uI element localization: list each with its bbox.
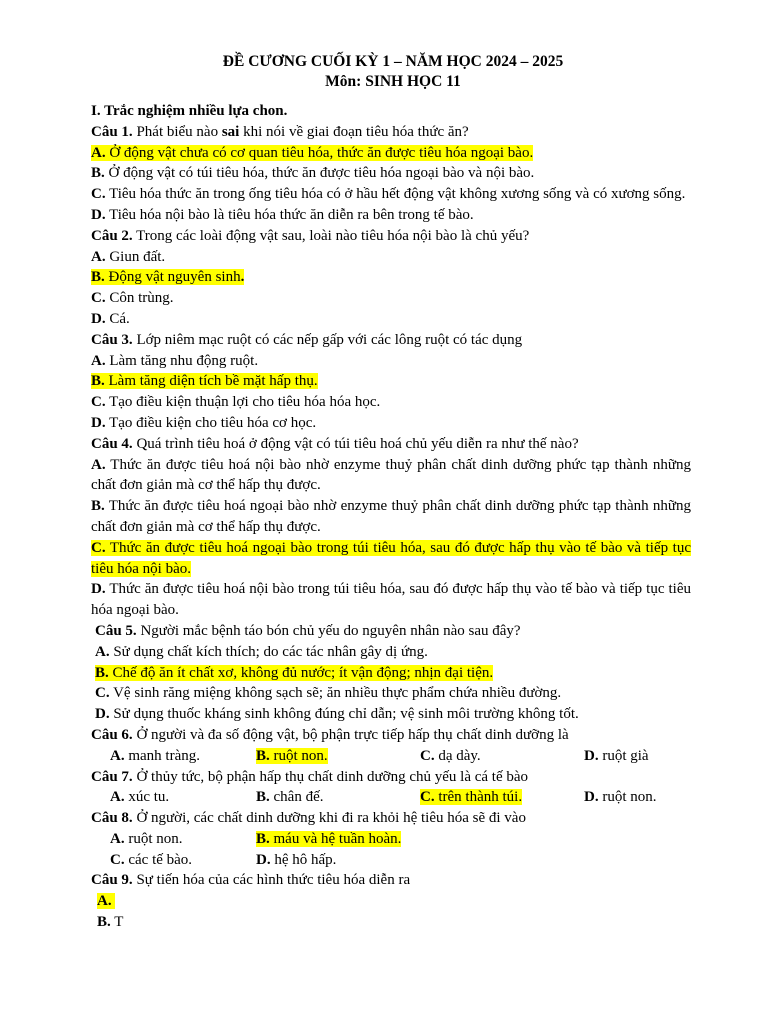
answer-3c xyxy=(91,392,691,413)
answer-2b xyxy=(91,267,691,288)
answer-label: C. xyxy=(420,747,435,764)
answer-5a xyxy=(91,642,691,663)
answer-text: Làm tăng diện tích bề mặt hấp thụ. xyxy=(104,373,318,390)
answer-8c xyxy=(91,850,256,871)
question-text: Ở thủy tức, bộ phận hấp thụ chất dinh dưỡng chủ yếu là cá tế bào xyxy=(132,768,529,785)
answer-text: Thức ăn được tiêu hoá ngoại bào nhờ enzyme thuỷ phân chất dinh dưỡng phức tạp thành những chất đơn giản mà cơ thể hấp thụ được. xyxy=(91,498,691,535)
answer-label: C. xyxy=(110,851,125,868)
answer-label: A. xyxy=(110,789,125,806)
question-number: Câu 8. xyxy=(91,810,133,827)
answer-label: B. xyxy=(91,373,105,390)
highlighted-answer xyxy=(256,748,328,764)
question-2 xyxy=(91,226,691,247)
answer-text: Tiêu hóa thức ăn trong ống tiêu hóa có ở hầu hết động vật không xương sống và có xương sống. xyxy=(105,186,686,203)
answer-label: A. xyxy=(95,643,110,660)
answer-3a xyxy=(91,351,691,372)
answer-text: xúc tu. xyxy=(124,789,170,806)
answer-text: Vệ sinh răng miệng không sạch sẽ; ăn nhiều thực phẩm chứa nhiều đường. xyxy=(109,685,562,702)
answer-label: B. xyxy=(256,789,270,806)
highlighted-answer xyxy=(91,145,533,161)
answer-label: D. xyxy=(91,414,106,431)
answer-8b xyxy=(256,829,586,850)
answer-5b xyxy=(91,663,691,684)
answer-1b xyxy=(91,163,691,184)
answer-2c xyxy=(91,288,691,309)
answer-label: C. xyxy=(91,539,106,556)
answer-text: ruột non. xyxy=(269,747,328,764)
section-heading: I. Trắc nghiệm nhiều lựa chon. xyxy=(91,103,288,119)
answer-label: D. xyxy=(91,310,106,327)
answer-6b xyxy=(256,746,420,767)
answer-4a xyxy=(91,455,691,497)
answer-text: Sử dụng thuốc kháng sinh không đúng chỉ dẫn; vệ sinh môi trường không tốt. xyxy=(109,706,579,723)
question-number: Câu 2. xyxy=(91,227,133,244)
answer-label: A. xyxy=(110,747,125,764)
answer-text: các tế bào. xyxy=(124,851,193,868)
answer-label: A. xyxy=(91,456,106,473)
question-text: Lớp niêm mạc ruột có các nếp gấp với các lông ruột có tác dụng xyxy=(132,331,523,348)
answer-3b xyxy=(91,371,691,392)
answer-text: máu và hệ tuần hoàn. xyxy=(269,830,402,847)
answer-label: D. xyxy=(91,206,106,223)
answer-6d xyxy=(584,746,684,767)
answer-text: Tiêu hóa nội bào là tiêu hóa thức ăn diễn ra bên trong tế bào. xyxy=(105,206,474,223)
answer-label: B. xyxy=(91,498,105,515)
answer-text: Động vật nguyên sinh xyxy=(104,269,241,286)
answer-1d xyxy=(91,205,691,226)
document-title: ĐỀ CƯƠNG CUỐI KỲ 1 – NĂM HỌC 2024 – 2025 xyxy=(222,53,564,70)
answer-row-7 xyxy=(91,787,691,808)
question-number: Câu 4. xyxy=(91,435,133,452)
answer-4b xyxy=(91,496,691,538)
answer-4c xyxy=(91,538,691,580)
answer-row-6 xyxy=(91,746,691,767)
answer-text: Giun đất. xyxy=(105,248,166,265)
question-1 xyxy=(91,122,691,143)
answer-label: A. xyxy=(91,352,106,369)
answer-label: A. xyxy=(110,830,125,847)
answer-label: D. xyxy=(584,747,599,764)
answer-1a xyxy=(91,143,691,164)
question-text: Quá trình tiêu hoá ở động vật có túi tiêu hoá chủ yếu diễn ra như thế nào? xyxy=(132,435,579,452)
answer-text: hệ hô hấp. xyxy=(270,851,337,868)
highlighted-answer xyxy=(256,831,401,847)
answer-9a xyxy=(91,891,691,912)
answer-text: Chế độ ăn ít chất xơ, không đủ nước; ít vận động; nhịn đại tiện. xyxy=(108,664,494,681)
answer-label: D. xyxy=(584,789,599,806)
answer-8a xyxy=(91,829,256,850)
question-7 xyxy=(91,767,691,788)
question-number: Câu 3. xyxy=(91,331,133,348)
question-text: Ở người, các chất dinh dưỡng khi đi ra khỏi hệ tiêu hóa sẽ đi vào xyxy=(132,810,526,827)
highlighted-answer xyxy=(91,540,691,577)
answer-text: Làm tăng nhu động ruột. xyxy=(105,352,259,369)
answer-text: Thức ăn được tiêu hoá ngoại bào trong túi tiêu hóa, sau đó được hấp thụ vào tế bào và tiếp tục tiêu hóa nội bào. xyxy=(91,539,691,577)
answer-label: D. xyxy=(256,851,271,868)
question-text: khi nói về giai đoạn tiêu hóa thức ăn? xyxy=(239,123,469,140)
highlighted-answer xyxy=(95,665,493,681)
answer-1c xyxy=(91,184,691,205)
highlighted-answer xyxy=(91,373,318,389)
answer-label: B. xyxy=(256,830,270,847)
answer-label: B. xyxy=(95,664,109,681)
answer-row-8b xyxy=(91,850,691,871)
answer-text: trên thành túi. xyxy=(434,789,523,806)
answer-label: C. xyxy=(91,186,106,203)
question-text: Ở người và đa số động vật, bộ phận trực tiếp hấp thụ chất dinh dưỡng là xyxy=(132,726,569,743)
question-text: Phát biểu nào xyxy=(132,123,222,140)
answer-label: C. xyxy=(420,789,435,806)
question-number: Câu 7. xyxy=(91,768,133,785)
answer-label: B. xyxy=(97,914,111,931)
question-text: Sự tiến hóa của các hình thức tiêu hóa diễn ra xyxy=(132,872,411,889)
highlighted-answer xyxy=(97,893,115,909)
answer-label: C. xyxy=(91,394,106,411)
answer-5d xyxy=(91,704,691,725)
answer-text: ruột non. xyxy=(124,830,183,847)
question-6 xyxy=(91,725,691,746)
document-body xyxy=(91,101,691,933)
answer-label: A. xyxy=(91,248,106,265)
answer-4d xyxy=(91,579,691,621)
answer-text: ruột già xyxy=(598,747,649,764)
question-5 xyxy=(91,621,691,642)
question-3 xyxy=(91,330,691,351)
answer-7b xyxy=(256,787,420,808)
answer-text: Thức ăn được tiêu hoá nội bào nhờ enzyme thuỷ phân chất dinh dưỡng phức tạp thành những chất đơn giản mà cơ thể hấp thụ được. xyxy=(91,456,691,494)
answer-text: dạ dày. xyxy=(434,747,481,764)
answer-label: B. xyxy=(91,165,105,182)
answer-2d xyxy=(91,309,691,330)
answer-text: Côn trùng. xyxy=(105,290,174,307)
answer-8d xyxy=(256,850,420,871)
answer-label: A. xyxy=(91,144,106,161)
question-emphasis: sai xyxy=(221,123,240,140)
answer-6a xyxy=(91,746,256,767)
answer-text: T xyxy=(110,914,124,931)
answer-text: Sử dụng chất kích thích; do các tác nhân gây dị ứng. xyxy=(109,643,428,660)
question-4 xyxy=(91,434,691,455)
answer-6c xyxy=(420,746,584,767)
answer-end: . xyxy=(240,269,245,286)
highlighted-answer xyxy=(91,269,244,285)
answer-9b xyxy=(91,912,691,933)
answer-2a xyxy=(91,247,691,268)
question-text: Trong các loài động vật sau, loài nào tiêu hóa nội bào là chủ yếu? xyxy=(132,227,530,244)
answer-label: D. xyxy=(91,581,106,598)
highlighted-answer xyxy=(420,789,522,805)
answer-text: manh tràng. xyxy=(124,747,200,764)
answer-text: Ở động vật chưa có cơ quan tiêu hóa, thức ăn được tiêu hóa ngoại bào. xyxy=(105,144,534,161)
answer-3d xyxy=(91,413,691,434)
answer-text: Tạo điều kiện cho tiêu hóa cơ học. xyxy=(105,414,317,431)
answer-7d xyxy=(584,787,684,808)
answer-label: B. xyxy=(256,747,270,764)
question-text: Người mắc bệnh táo bón chủ yếu do nguyên nhân nào sau đây? xyxy=(136,622,521,639)
answer-label: C. xyxy=(95,685,110,702)
question-number: Câu 5. xyxy=(95,622,137,639)
answer-label: B. xyxy=(91,269,105,286)
answer-text: Ở động vật có túi tiêu hóa, thức ăn được tiêu hóa ngoại bào và nội bào. xyxy=(104,165,535,182)
question-number: Câu 9. xyxy=(91,872,133,889)
answer-text: ruột non. xyxy=(598,789,657,806)
answer-text: Thức ăn được tiêu hoá nội bào trong túi tiêu hóa, sau đó được hấp thụ vào tế bào và tiếp tục tiêu hóa ngoại bào. xyxy=(91,581,691,619)
answer-text: Tạo điều kiện thuận lợi cho tiêu hóa hóa học. xyxy=(105,394,381,411)
answer-row-8a xyxy=(91,829,691,850)
document-subject: Môn: SINH HỌC 11 xyxy=(325,73,461,90)
answer-7c xyxy=(420,787,584,808)
question-8 xyxy=(91,808,691,829)
answer-text: chân đế. xyxy=(269,789,324,806)
question-number: Câu 1. xyxy=(91,123,133,140)
answer-label: D. xyxy=(95,706,110,723)
answer-5c xyxy=(91,683,691,704)
answer-7a xyxy=(91,787,256,808)
answer-label: A. xyxy=(97,893,112,910)
question-9 xyxy=(91,870,691,891)
answer-label: C. xyxy=(91,290,106,307)
question-number: Câu 6. xyxy=(91,726,133,743)
answer-text: Cá. xyxy=(105,310,130,327)
